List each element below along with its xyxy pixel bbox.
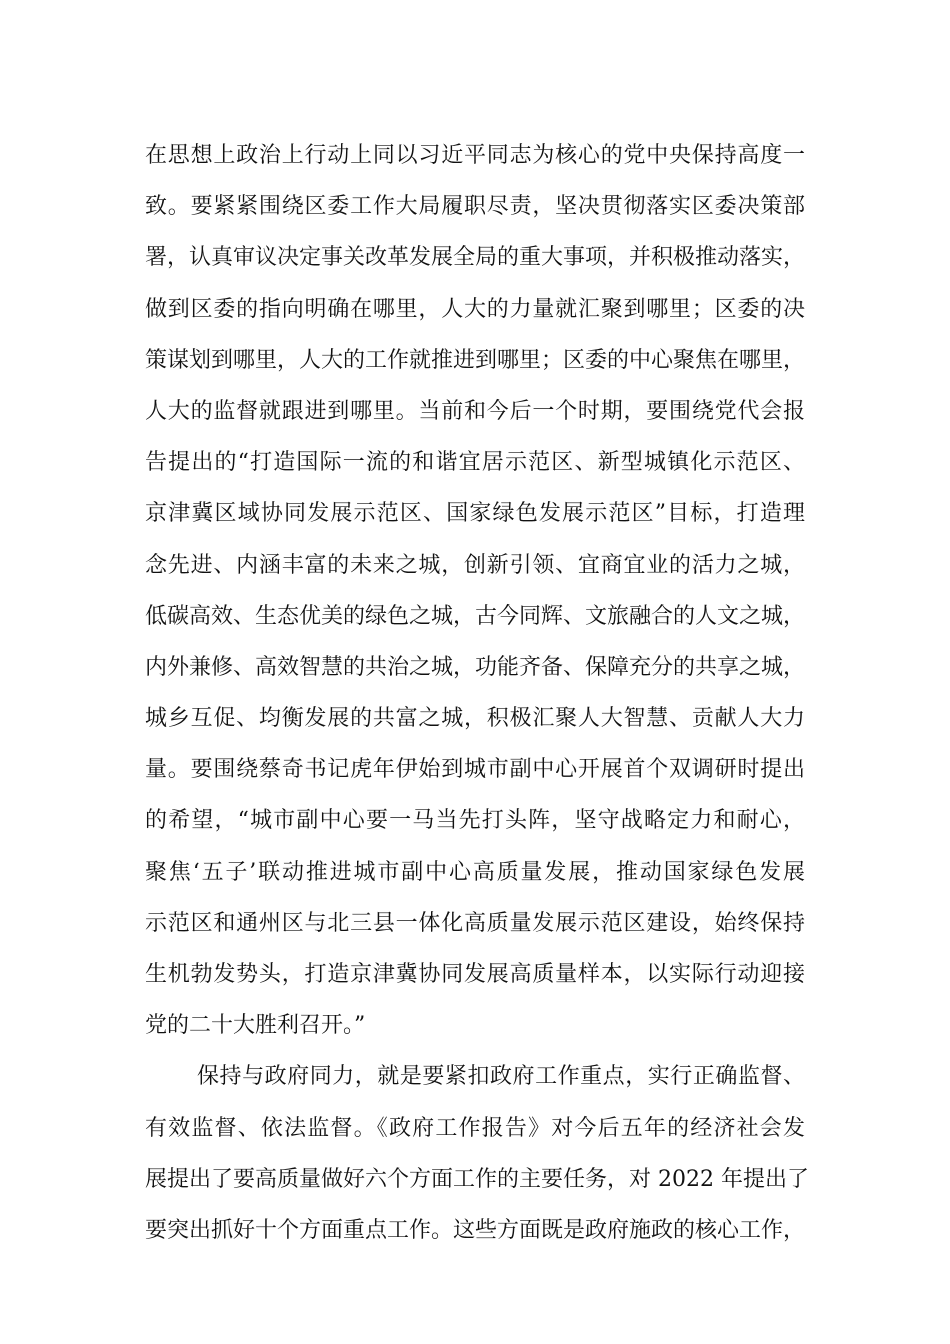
text-line: 做到区委的指向明确在哪里，人大的力量就汇聚到哪里；区委的决 bbox=[145, 296, 805, 322]
text-line: 人大的监督就跟进到哪里。当前和今后一个时期，要围绕党代会报 bbox=[145, 398, 805, 424]
text-line: 生机勃发势头，打造京津冀协同发展高质量样本，以实际行动迎接 bbox=[145, 962, 805, 987]
text-line: 的希望，“城市副中心要一马当先打头阵，坚守战略定力和耐心， bbox=[145, 808, 805, 834]
text-line: 示范区和通州区与北三县一体化高质量发展示范区建设，始终保持 bbox=[145, 910, 805, 936]
text-line: 展提出了要高质量做好六个方面工作的主要任务，对 2022 年提出了 bbox=[145, 1166, 809, 1192]
body-text bbox=[145, 130, 809, 1256]
text-line: 策谋划到哪里，人大的工作就推进到哪里；区委的中心聚焦在哪里， bbox=[145, 347, 806, 373]
text-line: 致。要紧紧围绕区委工作大局履职尽责，坚决贯彻落实区委决策部 bbox=[145, 194, 805, 220]
text-line: 有效监督、依法监督。《政府工作报告》对今后五年的经济社会发 bbox=[145, 1115, 805, 1141]
text-line: 保持与政府同力，就是要紧扣政府工作重点，实行正确监督、 bbox=[197, 1064, 805, 1090]
text-line: 在思想上政治上行动上同以习近平同志为核心的党中央保持高度一 bbox=[145, 143, 805, 168]
text-line: 聚焦‘五子’联动推进城市副中心高质量发展，推动国家绿色发展 bbox=[145, 859, 805, 885]
text-line: 党的二十大胜利召开。” bbox=[145, 1013, 366, 1039]
paragraph-2 bbox=[145, 1051, 809, 1256]
text-line: 京津冀区域协同发展示范区、国家绿色发展示范区”目标，打造理 bbox=[145, 501, 805, 527]
text-line: 低碳高效、生态优美的绿色之城，古今同辉、文旅融合的人文之城， bbox=[145, 603, 806, 629]
text-line: 要突出抓好十个方面重点工作。这些方面既是政府施政的核心工作， bbox=[145, 1217, 806, 1243]
text-line: 量。要围绕蔡奇书记虎年伊始到城市副中心开展首个双调研时提出 bbox=[145, 757, 805, 783]
text-line: 城乡互促、均衡发展的共富之城，积极汇聚人大智慧、贡献人大力 bbox=[145, 706, 805, 732]
paragraph-1 bbox=[145, 130, 805, 1051]
text-line: 内外兼修、高效智慧的共治之城，功能齐备、保障充分的共享之城， bbox=[145, 654, 806, 680]
text-line: 念先进、内涵丰富的未来之城，创新引领、宜商宜业的活力之城， bbox=[145, 552, 805, 578]
text-line: 署，认真审议决定事关改革发展全局的重大事项，并积极推动落实， bbox=[145, 245, 806, 271]
text-line: 告提出的“打造国际一流的和谐宜居示范区、新型城镇化示范区、 bbox=[145, 450, 805, 476]
